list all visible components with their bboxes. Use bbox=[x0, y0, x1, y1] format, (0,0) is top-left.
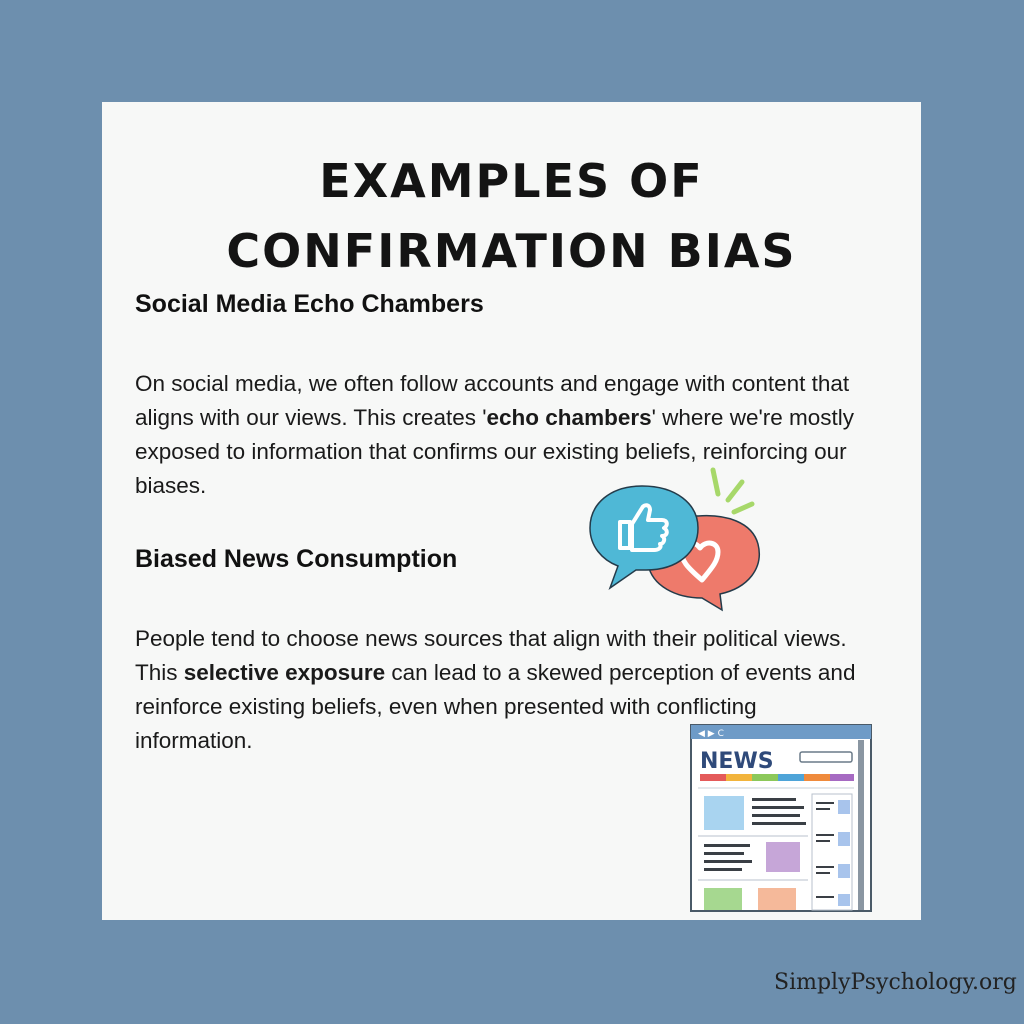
page-title: EXAMPLES OF CONFIRMATION BIAS bbox=[226, 154, 797, 278]
news-masthead: NEWS bbox=[700, 749, 774, 774]
accent-lines bbox=[713, 470, 752, 512]
brand-watermark: SimplyPsychology.org bbox=[774, 970, 1017, 995]
news-browser-illustration bbox=[690, 724, 874, 914]
bold-term: selective exposure bbox=[183, 660, 386, 685]
section-text-echo-chambers bbox=[135, 367, 895, 503]
content-card bbox=[102, 102, 921, 920]
svg-text:◀ ▶ C: ◀ ▶ C bbox=[698, 729, 724, 739]
bold-term: echo chambers bbox=[486, 405, 652, 430]
section-heading-news-consumption: Biased News Consumption bbox=[135, 545, 458, 573]
social-bubbles-illustration bbox=[580, 464, 780, 614]
text-segment: People tend to choose news sources that align with their political views. This bbox=[135, 626, 847, 685]
text-segment: can lead to a skewed perception of events and reinforce existing beliefs, even when presented with conflicting information. bbox=[135, 660, 856, 753]
color-bar bbox=[700, 774, 854, 781]
text-segment: ' where we're mostly exposed to information that confirms our existing beliefs, reinforcing our biases. bbox=[135, 405, 855, 498]
section-heading-echo-chambers: Social Media Echo Chambers bbox=[135, 290, 484, 318]
text-segment: On social media, we often follow accounts and engage with content that aligns with our views. This creates ' bbox=[135, 371, 850, 430]
